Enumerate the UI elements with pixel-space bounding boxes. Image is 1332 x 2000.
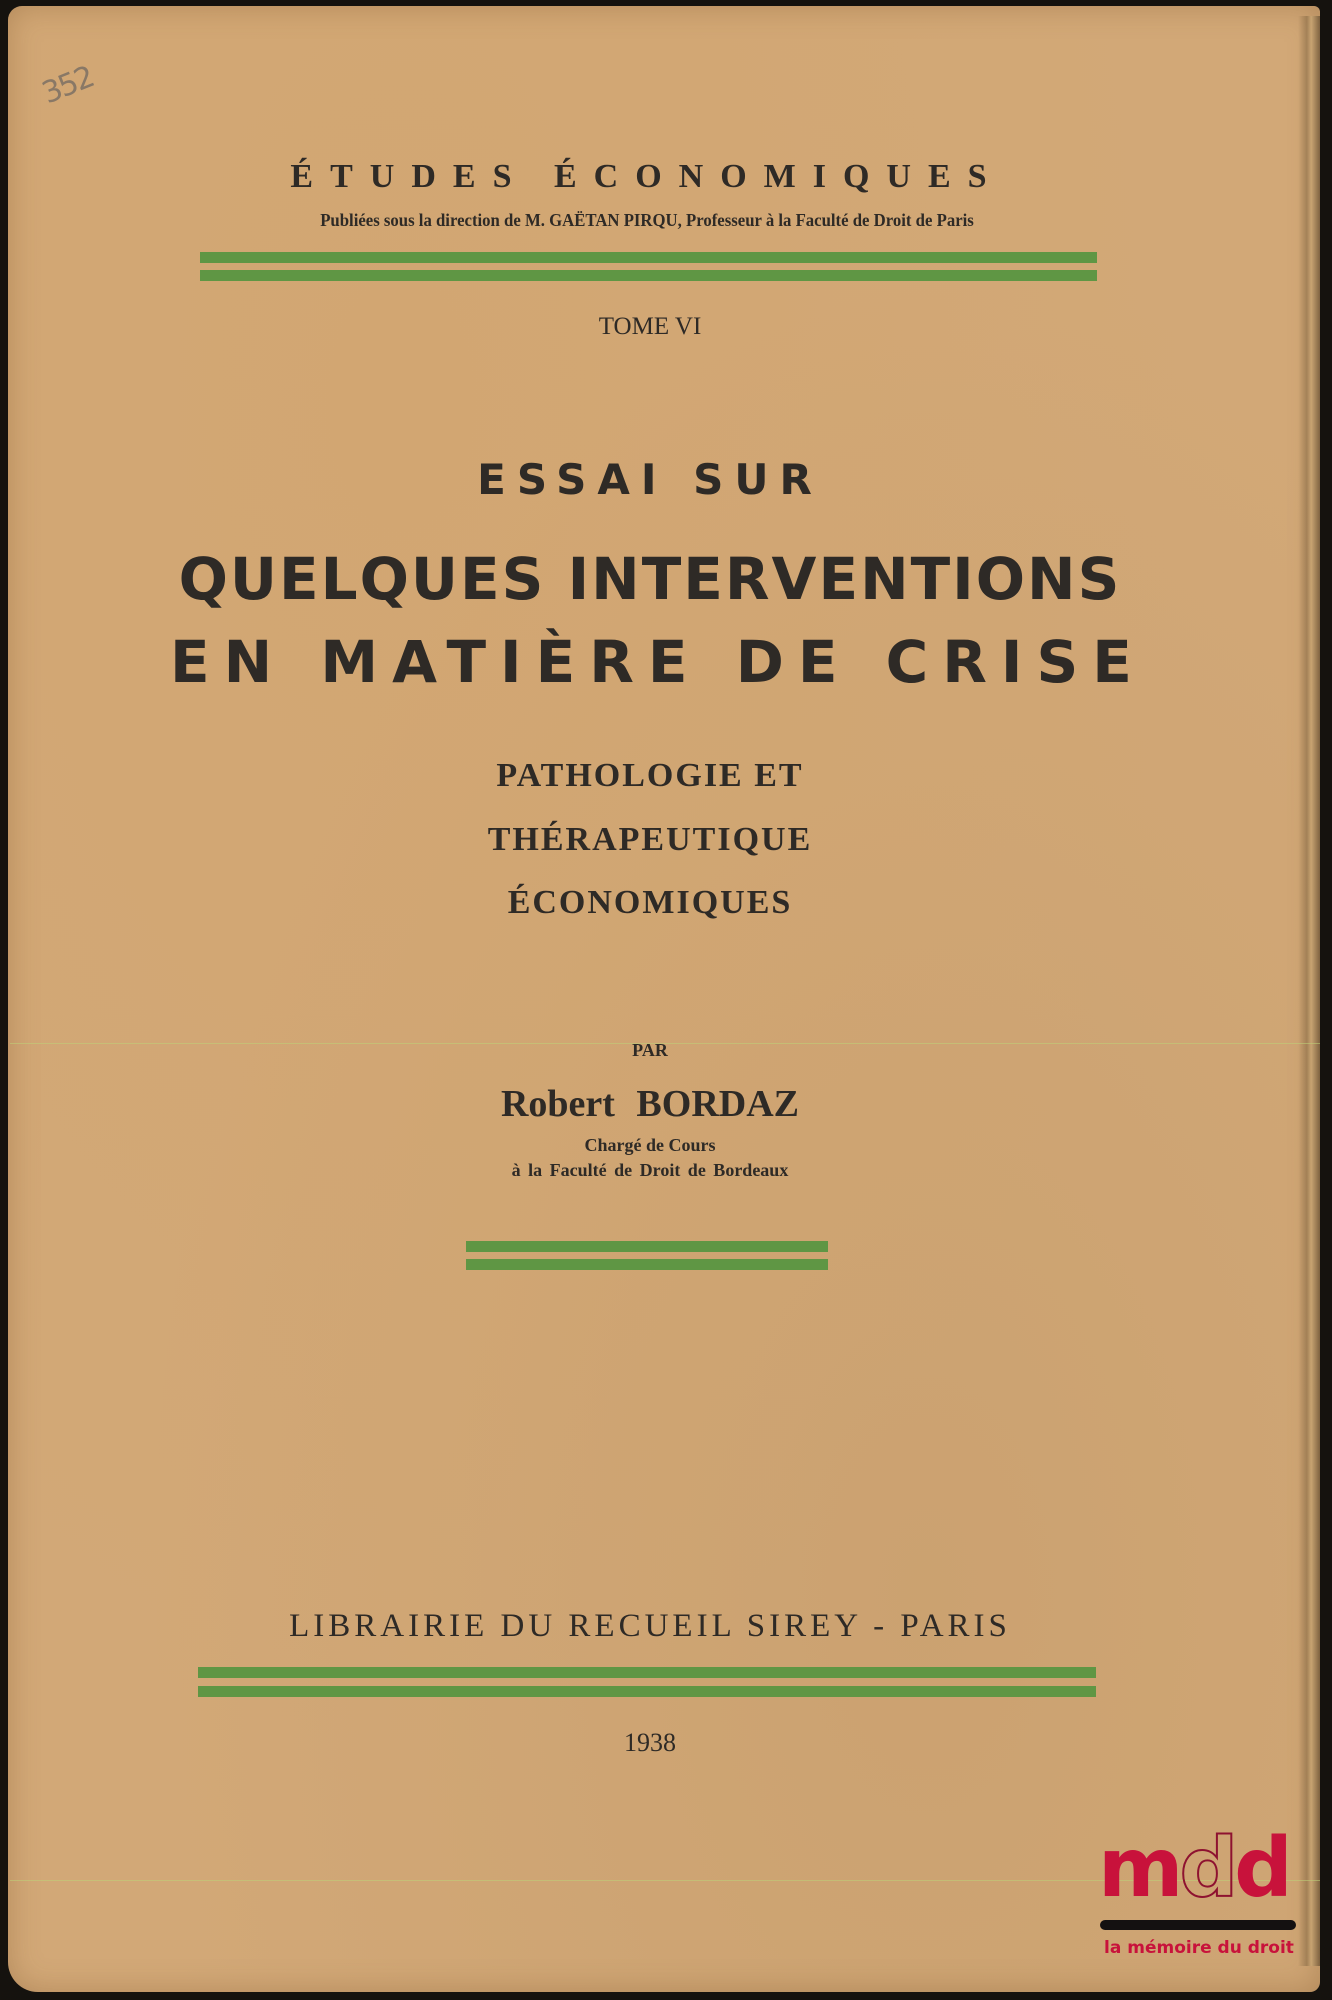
author-by-label: PAR: [632, 1040, 668, 1060]
logo-tagline: la mémoire du droit: [1104, 1938, 1294, 1958]
logo-underline-bar: [1100, 1920, 1296, 1930]
author-name: Robert BORDAZ: [500, 1083, 800, 1125]
subtitle-line-3: ÉCONOMIQUES: [507, 884, 793, 921]
green-rule-top-1: [200, 252, 1097, 263]
subtitle-line-2: THÉRAPEUTIQUE: [487, 821, 813, 858]
series-editor-line: Publiées sous la direction de M. GAËTAN PIRQU, Professeur à la Faculté de Droit de Paris: [320, 210, 974, 230]
green-rule-bottom-1: [198, 1667, 1096, 1678]
mdd-watermark-logo: [1098, 1821, 1300, 1968]
volume-number: TOME VI: [598, 313, 702, 340]
publisher: LIBRAIRIE DU RECUEIL SIREY - PARIS: [289, 1608, 1011, 1644]
author-role-line-1: Chargé de Cours: [584, 1135, 716, 1155]
handwritten-shelf-mark: 352: [37, 59, 98, 112]
mdd-logo-icon: mdd: [1098, 1821, 1289, 1916]
green-rule-mid-2: [466, 1259, 828, 1270]
author-role-line-2: à la Faculté de Droit de Bordeaux: [511, 1160, 789, 1180]
green-rule-bottom-2: [198, 1686, 1096, 1697]
series-title: ÉTUDES ÉCONOMIQUES: [290, 158, 1004, 195]
green-rule-mid-1: [466, 1241, 828, 1252]
subtitle-line-1: PATHOLOGIE ET: [496, 757, 804, 794]
green-rule-top-2: [200, 270, 1097, 281]
main-title-line-1: QUELQUES INTERVENTIONS: [178, 545, 1122, 613]
publication-year: 1938: [624, 1728, 676, 1757]
main-title-line-2: EN MATIÈRE DE CRISE: [170, 628, 1146, 696]
pre-title: ESSAI SUR: [477, 455, 823, 504]
